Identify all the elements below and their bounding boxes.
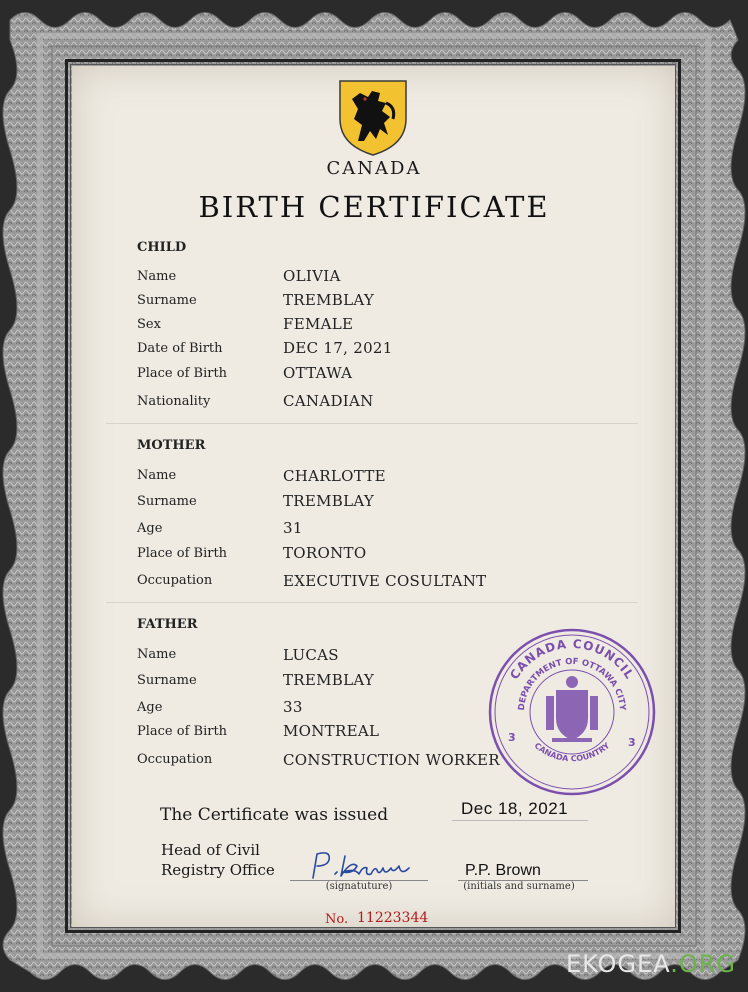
stamp-bottom-text: CANADA COUNTRY [532, 740, 612, 764]
father-surname-value: TREMBLAY [283, 671, 375, 689]
name-caption: (initials and surname) [463, 881, 575, 892]
mother-occupation-value: EXECUTIVE COSULTANT [283, 572, 487, 590]
section-divider [106, 423, 638, 424]
country-name: CANADA [326, 158, 422, 179]
child-name-label: Name [137, 269, 177, 284]
site-watermark [566, 950, 736, 978]
father-occupation-label: Occupation [137, 752, 213, 767]
child-dob-value: DEC 17, 2021 [283, 339, 393, 357]
mother-age-label: Age [137, 521, 163, 536]
mother-age-value: 31 [283, 519, 303, 537]
child-sex-value: FEMALE [283, 315, 354, 333]
official-seal-stamp [486, 626, 658, 798]
official-name: P.P. Brown [465, 862, 541, 879]
father-name-value: LUCAS [283, 646, 339, 664]
issue-date: Dec 18, 2021 [461, 799, 569, 818]
date-underline [452, 820, 588, 821]
registry-head-label-line2: Registry Office [161, 861, 275, 879]
father-place-value: MONTREAL [283, 722, 380, 740]
stamp-inner-text: DEPARTMENT OF OTTAWA CITY [516, 656, 628, 711]
stamp-top-text: CANADA COUNCIL [507, 636, 637, 682]
father-age-label: Age [137, 700, 163, 715]
mother-name-label: Name [137, 468, 177, 483]
mother-name-value: CHARLOTTE [283, 467, 386, 485]
father-name-label: Name [137, 647, 177, 662]
watermark-text: EKOGEA [565, 950, 671, 978]
section-divider [106, 602, 638, 603]
mother-place-value: TORONTO [283, 544, 367, 562]
mother-surname-value: TREMBLAY [283, 492, 375, 510]
child-name-value: OLIVIA [283, 267, 341, 285]
father-occupation-value: CONSTRUCTION WORKER [283, 751, 500, 769]
stamp-number-left: 3 [508, 731, 516, 744]
signature-caption: (signatuture) [325, 881, 393, 892]
child-sex-label: Sex [137, 317, 161, 332]
coat-of-arms-lion-icon [338, 79, 408, 157]
section-heading-child: CHILD [137, 240, 187, 255]
document-title: BIRTH CERTIFICATE [198, 190, 550, 224]
section-heading-father: FATHER [137, 617, 198, 632]
child-nationality-label: Nationality [137, 394, 211, 409]
child-dob-label: Date of Birth [137, 341, 223, 356]
handwritten-signature [305, 848, 425, 882]
mother-surname-label: Surname [137, 494, 197, 509]
child-surname-label: Surname [137, 293, 197, 308]
mother-occupation-label: Occupation [137, 573, 213, 588]
certificate-number-label: No. [325, 912, 349, 927]
stamp-number-right: 3 [628, 736, 636, 749]
father-place-label: Place of Birth [137, 724, 228, 739]
child-place-label: Place of Birth [137, 366, 228, 381]
registry-head-label-line1: Head of Civil [161, 841, 260, 859]
mother-place-label: Place of Birth [137, 546, 228, 561]
stamp-coat-of-arms-icon [546, 676, 598, 742]
watermark-domain: .ORG [670, 950, 736, 978]
section-heading-mother: MOTHER [137, 438, 206, 453]
father-surname-label: Surname [137, 673, 197, 688]
child-nationality-value: CANADIAN [283, 392, 374, 410]
issued-statement: The Certificate was issued [160, 805, 389, 825]
child-surname-value: TREMBLAY [283, 291, 375, 309]
child-place-value: OTTAWA [283, 364, 353, 382]
father-age-value: 33 [283, 698, 303, 716]
certificate-number: 11223344 [357, 910, 429, 926]
